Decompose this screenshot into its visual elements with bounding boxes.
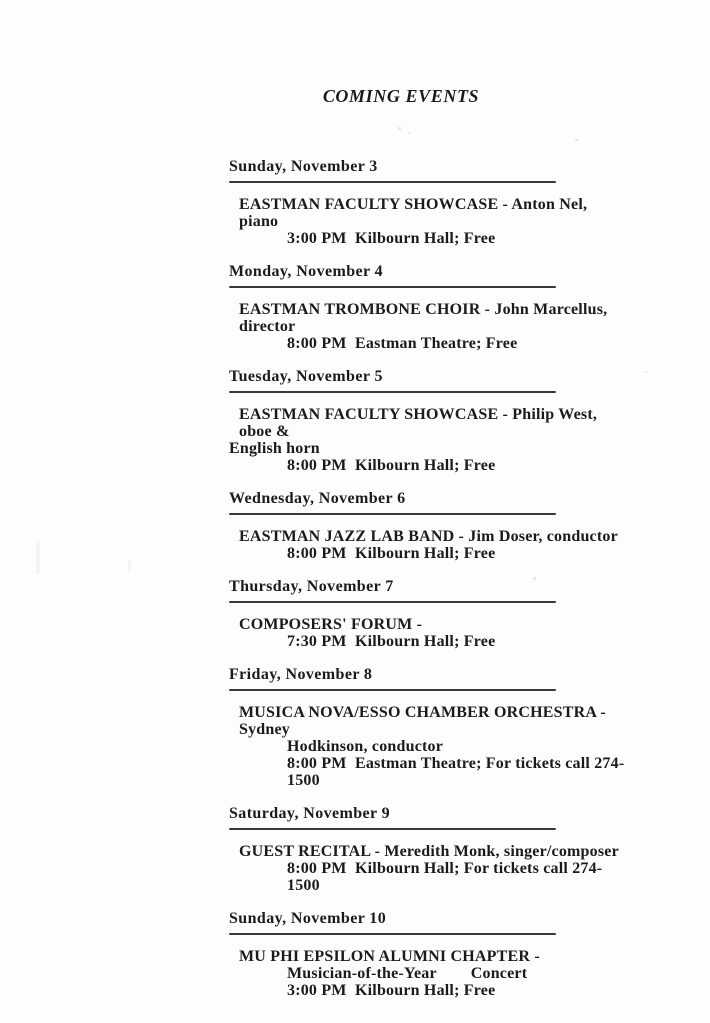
scan-artifact [36,540,40,574]
page-title: COMING EVENTS [322,86,480,106]
event-line: Hodkinson, conductor [287,738,444,755]
scan-artifact [533,577,536,580]
event-line: English horn [229,440,320,457]
day-header: Friday, November 8 [229,666,373,683]
event-section [229,578,625,650]
event-line: 8:00 PM Kilbourn Hall; For tickets call 274-1500 [287,860,603,894]
event-line: 8:00 PM Eastman Theatre; For tickets call 274-1500 [287,755,625,789]
scan-artifact [128,560,131,572]
event-line: EASTMAN TROMBONE CHOIR - John Marcellus, director [239,301,612,335]
event-line: GUEST RECITAL - Meredith Monk, singer/composer [239,843,619,860]
event-line: 7:30 PM Kilbourn Hall; Free [287,633,496,650]
scan-artifact [408,132,410,134]
scan-artifact [645,371,647,373]
divider-line [229,828,556,830]
event-line: 3:00 PM Kilbourn Hall; Free [287,982,496,999]
event-line-part: Concert [470,965,528,982]
event-line: EASTMAN FACULTY SHOWCASE - Philip West, oboe & [239,406,602,440]
scan-artifact [398,127,401,130]
event-section [229,910,625,999]
divider-line [229,933,556,935]
day-header: Sunday, November 10 [229,910,387,927]
event-line: 3:00 PM Kilbourn Hall; Free [287,230,496,247]
day-header: Thursday, November 7 [229,578,394,595]
events-schedule [229,158,625,1015]
divider-line [229,286,556,288]
event-section [229,368,625,474]
event-line: 8:00 PM Kilbourn Hall; Free [287,545,496,562]
event-line: EASTMAN JAZZ LAB BAND - Jim Doser, conductor [239,528,618,545]
day-header: Monday, November 4 [229,263,384,280]
scan-artifact [575,139,578,141]
event-section [229,158,625,247]
day-header: Tuesday, November 5 [229,368,383,385]
event-section [229,263,625,352]
divider-line [229,513,556,515]
event-line: 8:00 PM Eastman Theatre; Free [287,335,518,352]
event-line: MUSICA NOVA/ESSO CHAMBER ORCHESTRA - Sydney [239,704,611,738]
day-header: Wednesday, November 6 [229,490,406,507]
event-line [287,965,625,982]
event-section [229,490,625,562]
day-header: Saturday, November 9 [229,805,391,822]
event-line: MU PHI EPSILON ALUMNI CHAPTER - [239,948,540,965]
divider-line [229,181,556,183]
divider-line [229,391,556,393]
event-section [229,666,625,789]
event-line: COMPOSERS' FORUM - [239,616,423,633]
divider-line [229,689,556,691]
event-line: 8:00 PM Kilbourn Hall; Free [287,457,496,474]
event-section [229,805,625,894]
day-header: Sunday, November 3 [229,158,378,175]
event-line-part: Musician-of-the-Year [287,965,437,982]
divider-line [229,601,556,603]
event-line: EASTMAN FACULTY SHOWCASE - Anton Nel, piano [239,196,592,230]
